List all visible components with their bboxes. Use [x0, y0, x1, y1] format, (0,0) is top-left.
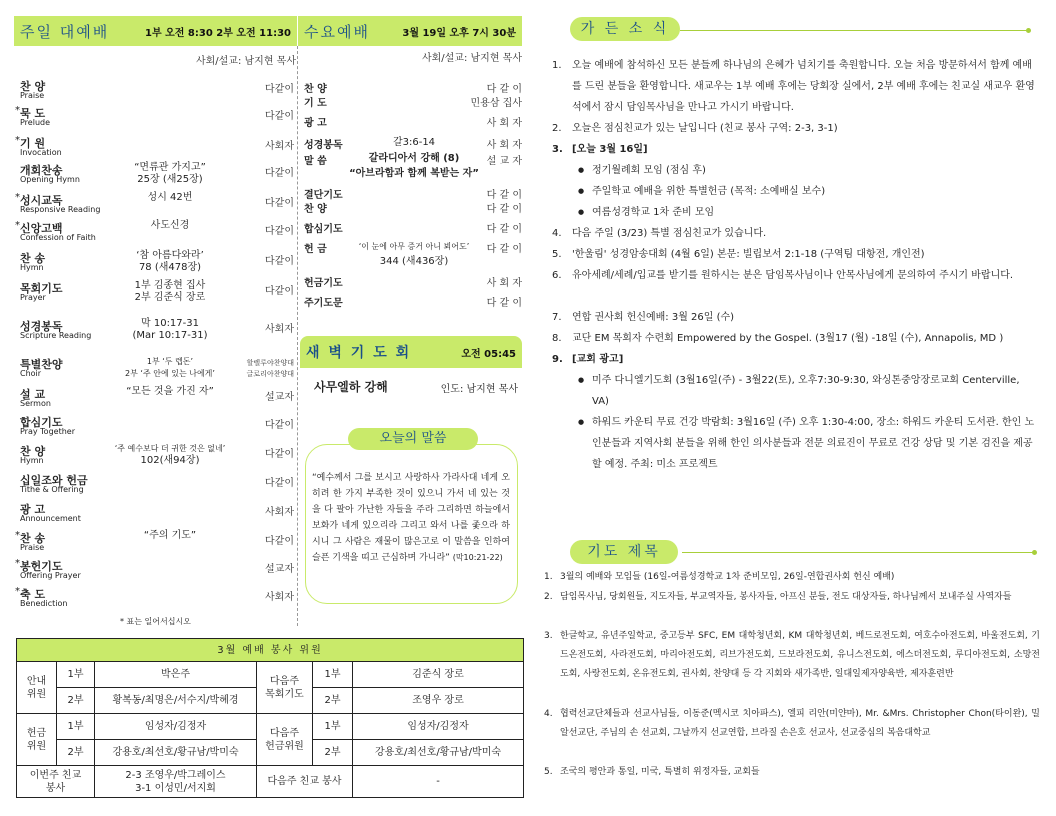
prayer-title-line	[682, 552, 1034, 553]
prayer-text: 한글학교, 유년주일학교, 중고등부 SFC, EM 대학청년회, KM 대학청년회, 베드로전도회, 여호수아전도회, 바울전도회, 기드온전도회, 사라전도회, 마리아전도회, 리브가전도회, 드보라전도회, 유니스전도회, 에스더전도회, 루디아전도회, 소망전도회, 사랑전도회, 온유전도회, 권사회, 찬양대 등 각 지회와 새가족반, 일대일제자양육반, 제자훈련반	[560, 631, 1040, 679]
order-item-detail-2: 102(새94장)	[140, 455, 200, 466]
order-item-name: 신앙고백	[20, 222, 63, 235]
news-number: 1.	[552, 60, 562, 71]
prayer-title: 기도 제목	[570, 540, 678, 564]
news-sub-text: 정기월례회 모임 (점심 후)	[592, 165, 706, 176]
news-sub-text: 주일학교 예배을 위한 특별헌금 (목적: 소예배실 보수)	[592, 186, 826, 197]
bullet-icon: ●	[578, 187, 585, 195]
order-item-name: 성경봉독	[20, 320, 63, 333]
wednesday-item-name: 결단기도	[304, 190, 343, 201]
part-label: 1부	[57, 714, 95, 740]
prayer-number: 5.	[544, 767, 553, 777]
news-sub-text: 하워드 카운티 무료 건강 박람회: 3월16일 (주) 오후 1:30-4:00, 장소: 하워드 카운티 도서관. 한인 노인분들과 지역사회 분들을 위해 한인 의사분들과 전문 의료진이 무료로 건강 상담 및 기본 검진을 제공할 예정. 주최: 미소 프로젝트	[592, 417, 1035, 470]
wednesday-item-leader: 다 같 이	[486, 84, 522, 95]
order-item-name: 찬 송	[20, 252, 46, 265]
order-item-name: 찬 양	[20, 445, 46, 458]
order-item-leader: 할렐루야찬양대	[246, 359, 294, 367]
wednesday-item-name: 기 도	[304, 98, 327, 109]
standing-mark: *	[15, 558, 20, 569]
wednesday-item-detail: 갈3:6-14	[392, 137, 436, 148]
order-item-name: 설 교	[20, 388, 46, 401]
news-number: 4.	[552, 228, 562, 239]
fellowship-label: 이번주 친교 봉사	[17, 766, 95, 798]
wednesday-item-leader: 사 회 자	[486, 118, 522, 129]
order-item-english: Responsive Reading	[20, 205, 101, 214]
prayer-text: 담임목사님, 당회원들, 지도자들, 부교역자들, 봉사자들, 아프신 분들, 전도 대상자들, 하나님께서 보내주실 사역자들	[560, 592, 1012, 602]
part-label: 2부	[57, 688, 95, 714]
wednesday-order-item	[304, 220, 522, 234]
bullet-icon: ●	[578, 376, 585, 384]
news-number: 5.	[552, 249, 562, 260]
wednesday-order-item	[304, 274, 522, 288]
wednesday-item-detail: ‘이 눈에 아무 증거 아니 뵈어도’	[358, 242, 470, 251]
order-item-english: Prayer	[20, 293, 46, 302]
order-item-leader: 다같이	[265, 256, 294, 267]
order-item-name: 봉헌기도	[20, 560, 63, 573]
wednesday-item-name: 말 씀	[304, 156, 327, 167]
wednesday-order-item	[304, 94, 522, 108]
order-item-leader: 사회자	[265, 592, 294, 603]
wednesday-item-name: 찬 양	[304, 84, 327, 95]
sunday-header	[14, 16, 297, 46]
order-item-name: 기 원	[20, 137, 46, 150]
next-prayer-1: 김준식 장로	[353, 662, 524, 688]
order-item	[20, 250, 294, 276]
order-item-name: 찬 송	[20, 532, 46, 545]
order-item-name: 특별찬양	[20, 358, 63, 371]
order-item-english: Hymn	[20, 456, 44, 465]
order-item-leader: 다같이	[265, 84, 294, 95]
news-number: 2.	[552, 123, 562, 134]
wednesday-item-name: 합심기도	[304, 224, 343, 235]
order-item-detail-2: 25장 (새25장)	[137, 174, 203, 185]
order-item-detail: 1부 ‘두 렙돈’	[146, 357, 194, 366]
order-item-detail: 막 10:17-31	[141, 318, 199, 329]
prayer-title-dot	[1032, 550, 1037, 555]
prayer-text: 3월의 예배와 모임들 (16일-여름성경학교 1차 준비모임, 26일-연합권사회 헌신 예배)	[560, 572, 895, 582]
wednesday-item-detail-2: “아브라함과 함께 복받는 자”	[349, 168, 479, 179]
wednesday-item-leader: 다 같 이	[486, 190, 522, 201]
wednesday-item-name: 광 고	[304, 118, 327, 129]
usher-1: 박은주	[95, 662, 257, 688]
verse-text	[312, 470, 510, 566]
order-item	[15, 530, 294, 556]
order-item-leader: 설교자	[265, 392, 294, 403]
order-item	[15, 586, 294, 612]
order-item-name: 개회찬송	[20, 164, 63, 177]
news-number: 8.	[552, 333, 562, 344]
news-text: [교회 광고]	[572, 354, 624, 365]
wednesday-item-leader: 다 같 이	[486, 298, 522, 309]
news-text: 오늘 예배에 참석하신 모든 분들께 하나님의 은혜가 넘치기를 축원합니다. 오늘 처음 방문하셔서 함께 예배를 드린 분들을 환영합니다. 새교우는 1부 예배 후에는 당회장 실에서, 2부 예배 후에는 친교실 새교우 환영석에서 잠시 담임목사님을 만나고 가시기 바랍니다.	[572, 60, 1035, 113]
prayer-number: 3.	[544, 631, 553, 641]
wednesday-order-item	[304, 152, 522, 179]
order-item-detail: 사도신경	[150, 220, 190, 231]
order-item-english: Choir	[20, 369, 42, 378]
wednesday-item-name: 주기도문	[304, 298, 343, 309]
part-label: 2부	[57, 740, 95, 766]
order-item-detail-2: 78 (새478장)	[138, 262, 202, 273]
order-item-leader: 다같이	[265, 449, 294, 460]
news-title-line	[680, 30, 1028, 31]
news-text: 교단 EM 목회자 수련회 Empowered by the Gospel. (3월17 (월) -18일 (수), Annapolis, MD )	[572, 333, 1004, 344]
wednesday-order-item	[304, 294, 522, 308]
order-item	[15, 220, 294, 246]
order-item	[15, 558, 294, 584]
wednesday-item-leader: 사 회 자	[486, 278, 522, 289]
news-text: [오늘 3월 16일]	[572, 144, 648, 155]
wednesday-time: 3월 19일 오후 7시 30분	[402, 27, 516, 39]
order-item-leader: 다같이	[265, 420, 294, 431]
order-item	[15, 105, 294, 131]
order-item-leader: 다같이	[265, 286, 294, 297]
wednesday-item-leader: 다 같 이	[486, 224, 522, 235]
offering-1: 임성자/김정자	[95, 714, 257, 740]
wednesday-item-leader: 다 같 이	[486, 244, 522, 255]
order-item-english: Confession of Faith	[20, 233, 96, 242]
order-item-name: 축 도	[20, 588, 46, 601]
standing-mark: *	[15, 220, 20, 231]
order-item-name: 광 고	[20, 503, 46, 516]
part-label: 1부	[57, 662, 95, 688]
order-item-name: 성시교독	[20, 194, 63, 207]
news-number: 3.	[552, 144, 563, 155]
news-title-dot	[1026, 28, 1031, 33]
dawn-leader: 인도: 남지현 목사	[440, 384, 518, 395]
order-item	[20, 78, 294, 104]
next-offering-1: 임성자/김정자	[353, 714, 524, 740]
order-item-detail-2: (Mar 10:17-31)	[132, 330, 208, 341]
order-item-detail: “면류관 가지고”	[134, 162, 206, 173]
dawn-sermon: 사무엘하 강해	[314, 380, 388, 394]
order-item	[20, 162, 294, 188]
order-item-english: Offering Prayer	[20, 571, 81, 580]
staff-table	[16, 638, 524, 798]
standing-mark: *	[15, 135, 20, 146]
wednesday-item-leader: 사 회 자	[486, 140, 522, 151]
news-number: 6.	[552, 270, 562, 281]
order-item-english: Sermon	[20, 399, 51, 408]
wednesday-item-detail: 갈라디아서 강해 (8)	[368, 153, 460, 164]
verse-ref: (막10:21-22)	[452, 553, 503, 562]
dawn-header	[300, 336, 522, 368]
offering-label: 헌금 위원	[17, 714, 57, 766]
next-fellowship-label: 다음주 친교 봉사	[257, 766, 353, 798]
order-item	[20, 443, 294, 469]
wednesday-order-item	[304, 136, 522, 150]
order-item-english: Prelude	[20, 118, 51, 127]
news-number: 7.	[552, 312, 562, 323]
order-item-name: 묵 도	[20, 107, 46, 120]
order-item-name: 찬 양	[20, 80, 46, 93]
order-item	[15, 135, 294, 161]
order-item-leader: 사회자	[265, 141, 294, 152]
wednesday-item-detail-2: 344 (새436장)	[379, 256, 449, 267]
order-item-name: 목회기도	[20, 282, 63, 295]
order-item-leader: 다같이	[265, 536, 294, 547]
sunday-time: 1부 오전 8:30 2부 오전 11:30	[145, 27, 291, 39]
prayer-text: 협력선교단체들과 선교사님들, 이동준(멕시코 치아파스), 엘피 리안(미얀마), Mr. &Mrs. Christopher Chon(타이완), 밀알선교단, 주님의 손 선교회, 그날까지 선교연합, 브라질 손은호 선교사, 선교중심의 복음대학교	[560, 709, 1040, 738]
wednesday-item-name: 찬 양	[304, 204, 327, 215]
wednesday-order-item	[304, 200, 522, 214]
wednesday-order-item	[304, 240, 522, 267]
wednesday-title: 수요예배	[304, 22, 370, 41]
bullet-icon: ●	[578, 166, 585, 174]
order-item-leader: 사회자	[265, 324, 294, 335]
order-item-english: Praise	[20, 543, 45, 552]
order-item	[20, 472, 294, 498]
news-title: 가 든 소 식	[570, 17, 680, 41]
news-number: 9.	[552, 354, 563, 365]
order-item-detail: 성시 42번	[147, 192, 193, 203]
prayer-number: 1.	[544, 572, 553, 582]
order-item-english: Announcement	[20, 514, 81, 523]
news-text: 오늘은 점심친교가 있는 날입니다 (친교 봉사 구역: 2-3, 3-1)	[572, 123, 838, 134]
standing-mark: *	[15, 586, 20, 597]
order-item-english: Scripture Reading	[20, 331, 92, 340]
wednesday-item-name: 성경봉독	[304, 140, 343, 151]
order-item	[15, 192, 294, 218]
column-divider	[297, 46, 298, 626]
usher-2: 황복동/최명은/서수지/박혜경	[95, 688, 257, 714]
order-item-detail-2: 2부 김준식 장로	[134, 292, 206, 303]
next-prayer-2: 조영우 장로	[353, 688, 524, 714]
order-item-leader: 다같이	[265, 478, 294, 489]
bullet-icon: ●	[578, 208, 585, 216]
verse-body: “예수께서 그를 보시고 사랑하사 가라사대 네게 오히려 한 가지 부족한 것이 있으니 가서 네 있는 것을 다 팔아 가난한 자들을 주라 그리하면 하늘에서 보화가 네게 있으리라 그리고 와서 나를 좇으라 하시니 그 사람은 재물이 많은고로 이 말씀을 인하여 슬픈 기색을 띠고 근심하며 가니라”	[312, 473, 510, 563]
usher-label: 안내 위원	[17, 662, 57, 714]
part-label: 2부	[313, 688, 353, 714]
order-item	[20, 414, 294, 440]
order-item	[20, 280, 294, 306]
prayer-text: 조국의 평안과 통일, 미국, 특별히 위정자들, 교회들	[560, 767, 760, 777]
prayer-number: 2.	[544, 592, 553, 602]
verse-title: 오늘의 말씀	[348, 428, 478, 450]
order-item-english: Pray Together	[20, 427, 75, 436]
order-item-leader: 다같이	[265, 111, 294, 122]
dawn-time: 오전 05:45	[461, 348, 516, 360]
order-item-english: Tithe & Offering	[20, 485, 84, 494]
order-item-name: 십일조와 헌금	[20, 474, 88, 487]
standing-note: * 표는 일어서십시오	[120, 617, 191, 626]
wednesday-item-leader: 설 교 자	[486, 156, 522, 167]
order-item	[20, 318, 294, 344]
part-label: 1부	[313, 662, 353, 688]
order-item	[20, 386, 294, 412]
order-item-english: Opening Hymn	[20, 175, 80, 184]
next-fellowship-value: -	[353, 766, 524, 798]
standing-mark: *	[15, 192, 20, 203]
wednesday-item-name: 헌금기도	[304, 278, 343, 289]
news-text: '한울림' 성경암송대회 (4월 6일) 본문: 빌립보서 2:1-18 (구역팀 대항전, 개인전)	[572, 249, 925, 260]
order-item-english: Invocation	[20, 148, 62, 157]
staff-title: 3월 예배 봉사 위원	[17, 639, 524, 662]
news-text: 유아세례/세례/입교를 받기를 원하시는 분은 담임목사님이나 안목사님에게 문의하여 주시기 바랍니다.	[572, 270, 1014, 281]
wednesday-header	[298, 16, 522, 46]
order-item	[20, 356, 294, 382]
order-item-leader: 다같이	[265, 198, 294, 209]
sunday-preacher: 사회/설교: 남지현 목사	[195, 56, 296, 67]
sunday-title: 주일 대예배	[20, 22, 110, 41]
standing-mark: *	[15, 530, 20, 541]
part-label: 1부	[313, 714, 353, 740]
order-item-detail: ‘주 예수보다 더 귀한 것은 없네’	[114, 444, 226, 453]
order-item-detail: “주의 기도”	[143, 530, 197, 541]
next-offering-label: 다음주 헌금위원	[257, 714, 313, 766]
order-item-english: Benediction	[20, 599, 68, 608]
wednesday-order-item	[304, 114, 522, 128]
wednesday-item-leader: 다 같 이	[486, 204, 522, 215]
order-item-detail: ‘참 아름다와라’	[136, 250, 204, 261]
order-item-english: Hymn	[20, 263, 44, 272]
news-text: 다음 주일 (3/23) 특별 점심친교가 있습니다.	[572, 228, 767, 239]
part-label: 2부	[313, 740, 353, 766]
prayer-number: 4.	[544, 709, 553, 719]
order-item-detail-2: 2부 ‘주 안에 있는 나에게’	[125, 369, 215, 378]
order-item-leader: 사회자	[265, 507, 294, 518]
standing-mark: *	[15, 105, 20, 116]
bullet-icon: ●	[578, 418, 585, 426]
wednesday-order-item	[304, 80, 522, 94]
wednesday-order-item	[304, 186, 522, 200]
order-item-leader: 다같이	[265, 226, 294, 237]
news-text: 연합 권사회 헌신예배: 3월 26일 (수)	[572, 312, 735, 323]
order-item-english: Praise	[20, 91, 45, 100]
order-item-detail: 1부 김종현 집사	[134, 280, 206, 291]
wednesday-item-leader: 민용삼 집사	[470, 98, 522, 109]
order-item-name: 합심기도	[20, 416, 63, 429]
news-sub-text: 미주 다니엘기도회 (3월16일(주) - 3월22(토), 오후7:30-9:30, 와싱톤중앙장로교회 Centerville, VA)	[592, 375, 1020, 407]
order-item-detail: “모든 것을 가진 자”	[126, 386, 214, 397]
wednesday-preacher: 사회/설교: 남지현 목사	[421, 53, 522, 64]
order-item-leader-2: 글로리아찬양대	[246, 370, 294, 378]
fellowship-value: 2-3 조영우/박그레이스 3-1 이성민/서지회	[95, 766, 257, 798]
offering-2: 강용호/최선호/황규남/박미숙	[95, 740, 257, 766]
order-item-leader: 설교자	[265, 564, 294, 575]
next-offering-2: 강용호/최선호/황규남/박미숙	[353, 740, 524, 766]
dawn-title: 새 벽 기 도 회	[306, 345, 412, 361]
order-item	[20, 501, 294, 527]
next-prayer-label: 다음주 목회기도	[257, 662, 313, 714]
order-item-leader: 다같이	[265, 168, 294, 179]
news-sub-text: 여름성경학교 1차 준비 모임	[592, 207, 715, 218]
wednesday-item-name: 헌 금	[304, 244, 327, 255]
